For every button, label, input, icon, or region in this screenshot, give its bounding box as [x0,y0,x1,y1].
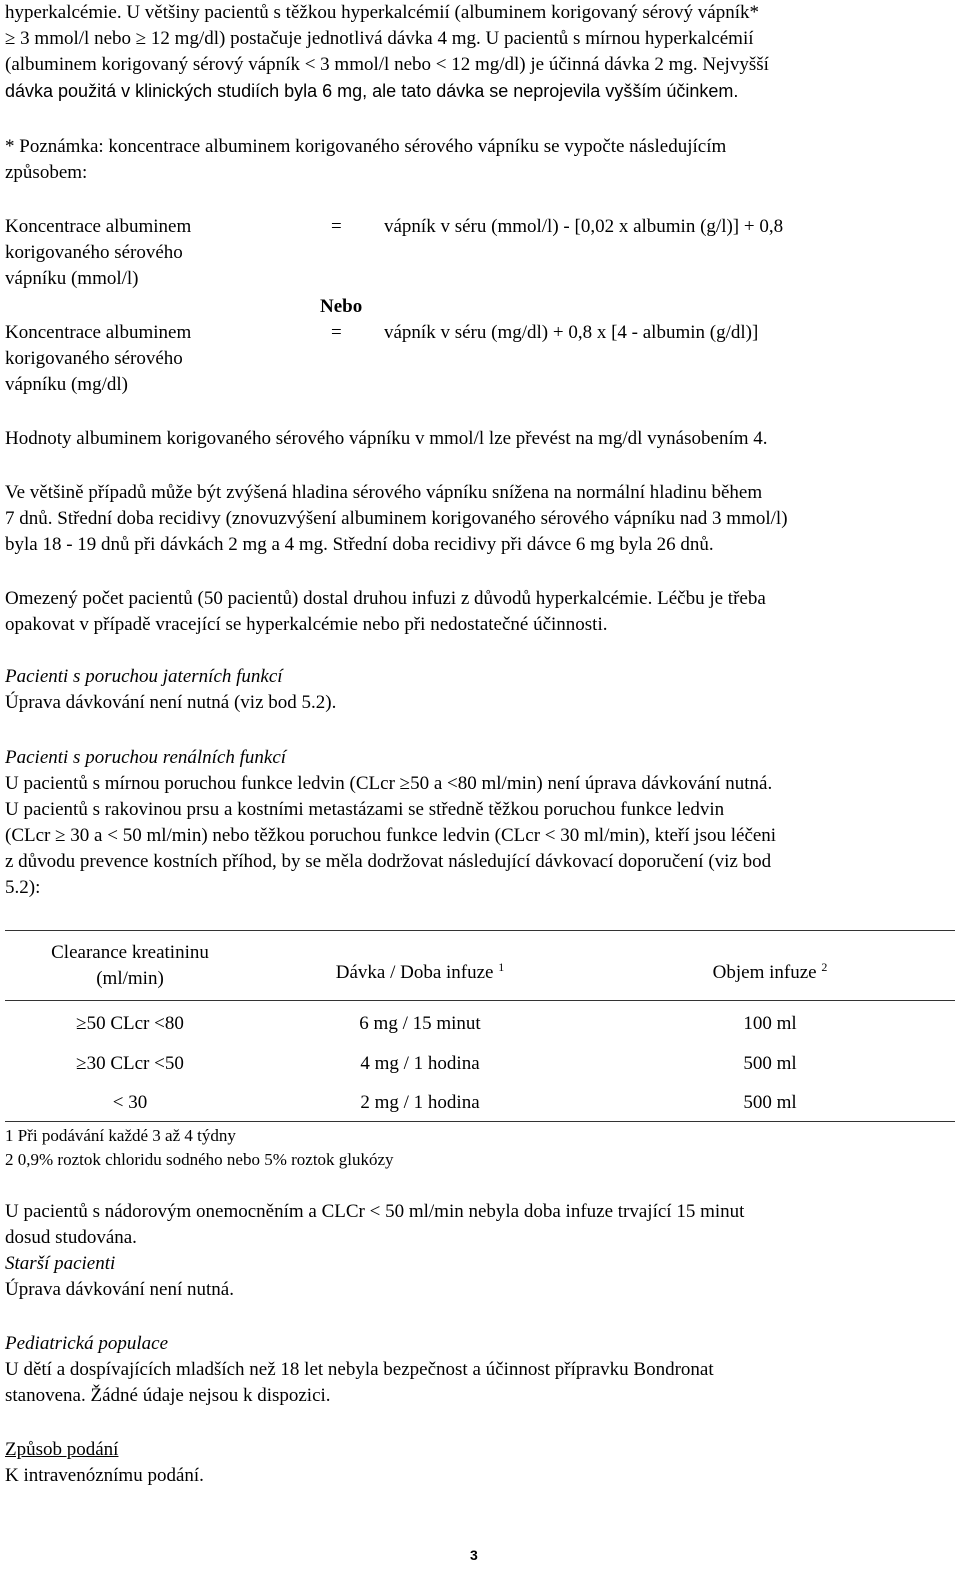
table-footnote: 2 0,9% roztok chloridu sodného nebo 5% roztok glukózy [5,1150,394,1169]
formula-equals: = [331,322,342,343]
header-line: (ml/min) [96,968,164,989]
header-text: Objem infuze [712,962,817,983]
section-heading: Pacienti s poruchou jaterních funkcí [5,666,283,687]
table-footnote: 1 Při podávání každé 3 až 4 týdny [5,1126,236,1145]
paragraph-line: U pacientů s rakovinou prsu a kostními metastázami se středně těžkou poruchou funkce ledvin [5,799,725,820]
renal-section [5,745,955,901]
formula-label-mgdl [5,320,265,398]
paragraph-line: dosud studována. [5,1227,137,1248]
footnote-ref: 2 [821,960,828,974]
table-cell-dose: 2 mg / 1 hodina [360,1092,480,1113]
formula-rhs-mmol: vápník v séru (mmol/l) - [0,02 x albumin (g/l)] + 0,8 [384,216,784,237]
formula-label-line: korigovaného sérového [5,242,183,263]
paragraph-line: byla 18 - 19 dnů při dávkách 2 mg a 4 mg. Střední doba recidivy při dávce 6 mg byla 26 dnů. [5,534,714,555]
table-cell-dose: 6 mg / 15 minut [359,1013,481,1034]
paragraph-line: 7 dnů. Střední doba recidivy (znovuzvýšení albuminem korigovaného sérového vápníku nad 3 mmol/l) [5,508,788,529]
intro-line: hyperkalcémie. U většiny pacientů s těžkou hyperkalcémií (albuminem korigovaný sérový vápník* [5,2,759,23]
table-cell-volume: 100 ml [743,1013,797,1034]
table-cell-clcr: ≥50 CLcr <80 [76,1013,184,1034]
page-number: 3 [470,1547,478,1563]
intro-line: (albuminem korigovaný sérový vápník < 3 mmol/l nebo < 12 mg/dl) je účinná dávka 2 mg. Nejvyšší [5,54,769,75]
formula-or-label: Nebo [320,296,363,317]
note-line: * Poznámka: koncentrace albuminem korigovaného sérového vápníku se vypočte následujícím [5,136,727,157]
table-cell-clcr: < 30 [112,1092,148,1113]
note-line: způsobem: [5,162,88,183]
footnote-ref: 1 [498,960,505,974]
intro-paragraph [5,0,955,104]
header-line: Clearance kreatininu [51,942,209,963]
paragraph-line: stanovena. Žádné údaje nejsou k dispozici. [5,1385,331,1406]
table-header-dose [270,954,570,986]
intro-line: dávka použitá v klinických studiích byla 6 mg, ale tato dávka se neprojevila vyšším účinkem. [5,81,739,101]
hepatic-section [5,664,955,716]
recurrence-paragraph [5,480,955,558]
formula-equals: = [331,216,342,237]
table-bottom-rule [5,1121,955,1122]
formula-rhs-mgdl: vápník v séru (mg/dl) + 0,8 x [4 - albumin (g/dl)] [384,322,759,343]
table-cell-dose: 4 mg / 1 hodina [360,1053,480,1074]
conversion-paragraph [5,426,955,452]
paragraph-line: 5.2): [5,877,41,898]
administration-section [5,1437,955,1489]
section-heading: Starší pacienti [5,1253,116,1274]
formula-label-line: Koncentrace albuminem [5,216,192,237]
paragraph-line: Úprava dávkování není nutná. [5,1279,234,1300]
formula-label-mmol [5,214,265,292]
table-header-rule [5,1000,955,1001]
elderly-section [5,1251,955,1303]
formula-label-line: vápníku (mg/dl) [5,374,128,395]
paragraph-line: Omezený počet pacientů (50 pacientů) dostal druhou infuzi z důvodů hyperkalcémie. Léčbu je třeba [5,588,766,609]
paragraph-line: U dětí a dospívajících mladších než 18 let nebyla bezpečnost a účinnost přípravku Bondronat [5,1359,714,1380]
formula-label-line: korigovaného sérového [5,348,183,369]
table-cell-volume: 500 ml [743,1053,797,1074]
section-heading: Způsob podání [5,1439,119,1460]
formula-label-line: Koncentrace albuminem [5,322,192,343]
paragraph-line: Úprava dávkování není nutná (viz bod 5.2). [5,692,337,713]
paragraph-line: Hodnoty albuminem korigovaného sérového vápníku v mmol/l lze převést na mg/dl vynásobením 4. [5,428,768,449]
paragraph-line: K intravenóznímu podání. [5,1465,204,1486]
paragraph-line: Ve většině případů může být zvýšená hladina sérového vápníku snížena na normální hladinu během [5,482,763,503]
intro-line: ≥ 3 mmol/l nebo ≥ 12 mg/dl) postačuje jednotlivá dávka 4 mg. U pacientů s mírnou hyperkalcémií [5,28,754,49]
pediatric-section [5,1331,955,1409]
paragraph-line: opakovat v případě vracející se hyperkalcémie nebo při nedostatečné účinnosti. [5,614,608,635]
retreatment-paragraph [5,586,955,638]
paragraph-line: (CLcr ≥ 30 a < 50 ml/min) nebo těžkou poruchou funkce ledvin (CLcr < 30 ml/min), kteří jsou léčeni [5,825,777,846]
formula-label-line: vápníku (mmol/l) [5,268,139,289]
section-heading: Pacienti s poruchou renálních funkcí [5,747,287,768]
section-heading: Pediatrická populace [5,1333,169,1354]
infusion-paragraph [5,1199,955,1251]
table-header-volume [620,954,920,986]
note-paragraph [5,134,955,186]
table-header-clcr [5,940,255,992]
paragraph-line: U pacientů s nádorovým onemocněním a CLCr < 50 ml/min nebyla doba infuze trvající 15 minut [5,1201,745,1222]
table-cell-volume: 500 ml [743,1092,797,1113]
table-cell-clcr: ≥30 CLcr <50 [76,1053,184,1074]
header-text: Dávka / Doba infuze [335,962,494,983]
table-top-rule [5,930,955,931]
paragraph-line: U pacientů s mírnou poruchou funkce ledvin (CLcr ≥50 a <80 ml/min) není úprava dávkování nutná. [5,773,773,794]
paragraph-line: z důvodu prevence kostních příhod, by se měla dodržovat následující dávkovací doporučení (viz bod [5,851,772,872]
